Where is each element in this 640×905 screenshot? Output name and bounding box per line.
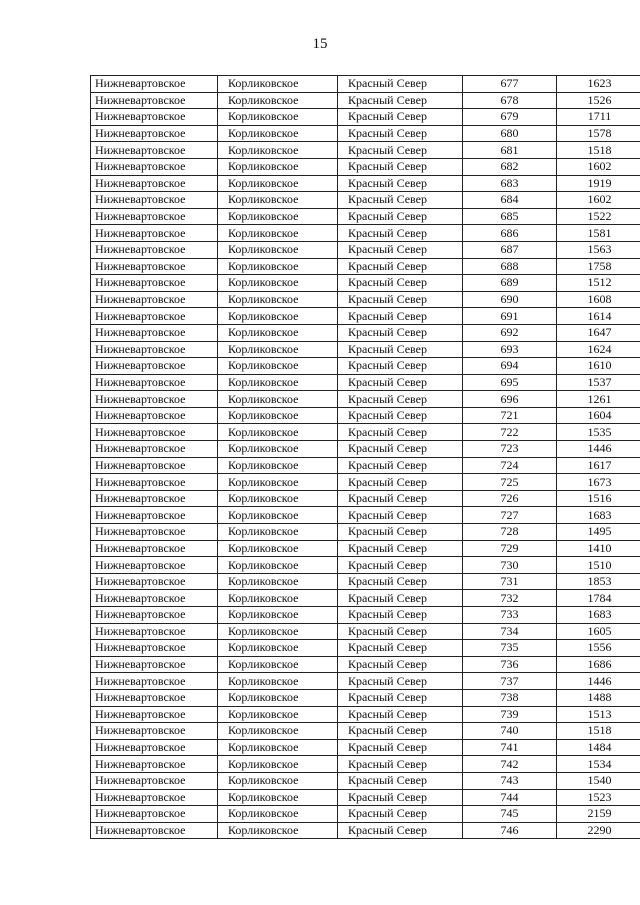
field-cell: Корликовское	[218, 756, 338, 773]
depth-cell: 1484	[557, 739, 640, 756]
district-cell: Нижневартовское	[91, 640, 218, 657]
district-cell: Нижневартовское	[91, 789, 218, 806]
owner-cell: Красный Север	[338, 524, 463, 541]
owner-cell: Красный Север	[338, 739, 463, 756]
field-cell: Корликовское	[218, 175, 338, 192]
field-cell: Корликовское	[218, 507, 338, 524]
field-cell: Корликовское	[218, 125, 338, 142]
district-cell: Нижневартовское	[91, 557, 218, 574]
field-cell: Корликовское	[218, 689, 338, 706]
owner-cell: Красный Север	[338, 441, 463, 458]
depth-cell: 1623	[557, 76, 640, 93]
depth-cell: 2159	[557, 806, 640, 823]
district-cell: Нижневартовское	[91, 424, 218, 441]
depth-cell: 1578	[557, 125, 640, 142]
field-cell: Корликовское	[218, 806, 338, 823]
district-cell: Нижневартовское	[91, 772, 218, 789]
well-number-cell: 680	[463, 125, 557, 142]
depth-cell: 1563	[557, 241, 640, 258]
field-cell: Корликовское	[218, 225, 338, 242]
well-number-cell: 729	[463, 540, 557, 557]
field-cell: Корликовское	[218, 158, 338, 175]
depth-cell: 1534	[557, 756, 640, 773]
district-cell: Нижневартовское	[91, 656, 218, 673]
table-row	[91, 258, 640, 275]
well-number-cell: 734	[463, 623, 557, 640]
district-cell: Нижневартовское	[91, 590, 218, 607]
owner-cell: Красный Север	[338, 640, 463, 657]
district-cell: Нижневартовское	[91, 358, 218, 375]
table-body	[91, 76, 640, 839]
depth-cell: 1647	[557, 324, 640, 341]
well-number-cell: 736	[463, 656, 557, 673]
table-row	[91, 806, 640, 823]
well-number-cell: 743	[463, 772, 557, 789]
depth-cell: 1608	[557, 291, 640, 308]
district-cell: Нижневартовское	[91, 806, 218, 823]
field-cell: Корликовское	[218, 391, 338, 408]
depth-cell: 1516	[557, 490, 640, 507]
district-cell: Нижневартовское	[91, 507, 218, 524]
table-row	[91, 673, 640, 690]
district-cell: Нижневартовское	[91, 474, 218, 491]
district-cell: Нижневартовское	[91, 673, 218, 690]
table-row	[91, 540, 640, 557]
district-cell: Нижневартовское	[91, 241, 218, 258]
table-row	[91, 640, 640, 657]
field-cell: Корликовское	[218, 358, 338, 375]
field-cell: Корликовское	[218, 723, 338, 740]
field-cell: Корликовское	[218, 640, 338, 657]
well-number-cell: 721	[463, 407, 557, 424]
owner-cell: Красный Север	[338, 208, 463, 225]
owner-cell: Красный Север	[338, 756, 463, 773]
owner-cell: Красный Север	[338, 109, 463, 126]
well-number-cell: 730	[463, 557, 557, 574]
owner-cell: Красный Север	[338, 607, 463, 624]
well-number-cell: 746	[463, 822, 557, 839]
owner-cell: Красный Север	[338, 275, 463, 292]
owner-cell: Красный Север	[338, 673, 463, 690]
field-cell: Корликовское	[218, 573, 338, 590]
table-row	[91, 142, 640, 159]
field-cell: Корликовское	[218, 192, 338, 209]
depth-cell: 1604	[557, 407, 640, 424]
district-cell: Нижневартовское	[91, 109, 218, 126]
table-row	[91, 324, 640, 341]
field-cell: Корликовское	[218, 739, 338, 756]
table-row	[91, 341, 640, 358]
well-number-cell: 691	[463, 308, 557, 325]
well-number-cell: 745	[463, 806, 557, 823]
district-cell: Нижневартовское	[91, 125, 218, 142]
table-row	[91, 308, 640, 325]
table-row	[91, 441, 640, 458]
depth-cell: 1446	[557, 441, 640, 458]
owner-cell: Красный Север	[338, 258, 463, 275]
owner-cell: Красный Север	[338, 474, 463, 491]
owner-cell: Красный Север	[338, 822, 463, 839]
owner-cell: Красный Север	[338, 590, 463, 607]
owner-cell: Красный Север	[338, 158, 463, 175]
field-cell: Корликовское	[218, 76, 338, 93]
depth-cell: 1683	[557, 507, 640, 524]
table-row	[91, 706, 640, 723]
owner-cell: Красный Север	[338, 772, 463, 789]
district-cell: Нижневартовское	[91, 441, 218, 458]
owner-cell: Красный Север	[338, 374, 463, 391]
field-cell: Корликовское	[218, 241, 338, 258]
well-number-cell: 740	[463, 723, 557, 740]
well-number-cell: 739	[463, 706, 557, 723]
district-cell: Нижневартовское	[91, 706, 218, 723]
depth-cell: 1581	[557, 225, 640, 242]
field-cell: Корликовское	[218, 457, 338, 474]
well-number-cell: 735	[463, 640, 557, 657]
depth-cell: 1602	[557, 192, 640, 209]
well-number-cell: 695	[463, 374, 557, 391]
depth-cell: 1758	[557, 258, 640, 275]
depth-cell: 2290	[557, 822, 640, 839]
field-cell: Корликовское	[218, 772, 338, 789]
table-row	[91, 772, 640, 789]
depth-cell: 1556	[557, 640, 640, 657]
well-number-cell: 694	[463, 358, 557, 375]
owner-cell: Красный Север	[338, 806, 463, 823]
depth-cell: 1510	[557, 557, 640, 574]
table-row	[91, 275, 640, 292]
district-cell: Нижневартовское	[91, 374, 218, 391]
well-number-cell: 689	[463, 275, 557, 292]
depth-cell: 1537	[557, 374, 640, 391]
well-number-cell: 686	[463, 225, 557, 242]
well-number-cell: 724	[463, 457, 557, 474]
district-cell: Нижневартовское	[91, 540, 218, 557]
well-number-cell: 682	[463, 158, 557, 175]
owner-cell: Красный Север	[338, 507, 463, 524]
district-cell: Нижневартовское	[91, 457, 218, 474]
table-row	[91, 457, 640, 474]
table-row	[91, 76, 640, 93]
table-row	[91, 125, 640, 142]
depth-cell: 1261	[557, 391, 640, 408]
district-cell: Нижневартовское	[91, 822, 218, 839]
depth-cell: 1624	[557, 341, 640, 358]
owner-cell: Красный Север	[338, 391, 463, 408]
depth-cell: 1540	[557, 772, 640, 789]
field-cell: Корликовское	[218, 607, 338, 624]
owner-cell: Красный Север	[338, 308, 463, 325]
well-number-cell: 681	[463, 142, 557, 159]
table-row	[91, 192, 640, 209]
district-cell: Нижневартовское	[91, 291, 218, 308]
district-cell: Нижневартовское	[91, 76, 218, 93]
table-row	[91, 490, 640, 507]
owner-cell: Красный Север	[338, 490, 463, 507]
well-number-cell: 690	[463, 291, 557, 308]
well-number-cell: 687	[463, 241, 557, 258]
well-number-cell: 684	[463, 192, 557, 209]
field-cell: Корликовское	[218, 291, 338, 308]
district-cell: Нижневартовское	[91, 623, 218, 640]
well-number-cell: 726	[463, 490, 557, 507]
field-cell: Корликовское	[218, 822, 338, 839]
field-cell: Корликовское	[218, 474, 338, 491]
district-cell: Нижневартовское	[91, 225, 218, 242]
well-number-cell: 732	[463, 590, 557, 607]
district-cell: Нижневартовское	[91, 324, 218, 341]
well-number-cell: 741	[463, 739, 557, 756]
well-number-cell: 677	[463, 76, 557, 93]
depth-cell: 1535	[557, 424, 640, 441]
depth-cell: 1919	[557, 175, 640, 192]
field-cell: Корликовское	[218, 656, 338, 673]
well-number-cell: 678	[463, 92, 557, 109]
district-cell: Нижневартовское	[91, 258, 218, 275]
table-row	[91, 241, 640, 258]
field-cell: Корликовское	[218, 324, 338, 341]
district-cell: Нижневартовское	[91, 275, 218, 292]
table-row	[91, 822, 640, 839]
depth-cell: 1410	[557, 540, 640, 557]
table-row	[91, 789, 640, 806]
owner-cell: Красный Север	[338, 407, 463, 424]
depth-cell: 1784	[557, 590, 640, 607]
district-cell: Нижневартовское	[91, 92, 218, 109]
table-row	[91, 109, 640, 126]
well-number-cell: 742	[463, 756, 557, 773]
well-number-cell: 679	[463, 109, 557, 126]
field-cell: Корликовское	[218, 524, 338, 541]
depth-cell: 1446	[557, 673, 640, 690]
depth-cell: 1617	[557, 457, 640, 474]
well-number-cell: 683	[463, 175, 557, 192]
well-number-cell: 733	[463, 607, 557, 624]
well-number-cell: 737	[463, 673, 557, 690]
well-number-cell: 738	[463, 689, 557, 706]
table-row	[91, 407, 640, 424]
district-cell: Нижневартовское	[91, 723, 218, 740]
page-number: 15	[312, 36, 328, 52]
well-number-cell: 725	[463, 474, 557, 491]
table-row	[91, 590, 640, 607]
owner-cell: Красный Север	[338, 324, 463, 341]
district-cell: Нижневартовское	[91, 756, 218, 773]
depth-cell: 1523	[557, 789, 640, 806]
depth-cell: 1518	[557, 723, 640, 740]
district-cell: Нижневартовское	[91, 175, 218, 192]
depth-cell: 1683	[557, 607, 640, 624]
district-cell: Нижневартовское	[91, 739, 218, 756]
field-cell: Корликовское	[218, 341, 338, 358]
owner-cell: Красный Север	[338, 92, 463, 109]
table-row	[91, 158, 640, 175]
well-number-cell: 731	[463, 573, 557, 590]
field-cell: Корликовское	[218, 623, 338, 640]
depth-cell: 1526	[557, 92, 640, 109]
district-cell: Нижневартовское	[91, 573, 218, 590]
table-row	[91, 723, 640, 740]
owner-cell: Красный Север	[338, 540, 463, 557]
well-number-cell: 728	[463, 524, 557, 541]
table-row	[91, 291, 640, 308]
well-number-cell: 692	[463, 324, 557, 341]
table-row	[91, 607, 640, 624]
owner-cell: Красный Север	[338, 723, 463, 740]
district-cell: Нижневартовское	[91, 341, 218, 358]
table-row	[91, 175, 640, 192]
district-cell: Нижневартовское	[91, 192, 218, 209]
table-row	[91, 374, 640, 391]
well-number-cell: 727	[463, 507, 557, 524]
well-number-cell: 723	[463, 441, 557, 458]
well-number-cell: 688	[463, 258, 557, 275]
field-cell: Корликовское	[218, 441, 338, 458]
depth-cell: 1673	[557, 474, 640, 491]
depth-cell: 1602	[557, 158, 640, 175]
owner-cell: Красный Север	[338, 291, 463, 308]
owner-cell: Красный Север	[338, 623, 463, 640]
table-row	[91, 92, 640, 109]
owner-cell: Красный Север	[338, 706, 463, 723]
well-number-cell: 722	[463, 424, 557, 441]
depth-cell: 1853	[557, 573, 640, 590]
district-cell: Нижневартовское	[91, 142, 218, 159]
owner-cell: Красный Север	[338, 175, 463, 192]
well-number-cell: 744	[463, 789, 557, 806]
field-cell: Корликовское	[218, 92, 338, 109]
depth-cell: 1610	[557, 358, 640, 375]
field-cell: Корликовское	[218, 706, 338, 723]
well-number-cell: 696	[463, 391, 557, 408]
field-cell: Корликовское	[218, 308, 338, 325]
table-row	[91, 391, 640, 408]
table-row	[91, 739, 640, 756]
district-cell: Нижневартовское	[91, 407, 218, 424]
district-cell: Нижневартовское	[91, 158, 218, 175]
field-cell: Корликовское	[218, 540, 338, 557]
district-cell: Нижневартовское	[91, 391, 218, 408]
owner-cell: Красный Север	[338, 789, 463, 806]
table-row	[91, 573, 640, 590]
table-row	[91, 358, 640, 375]
owner-cell: Красный Север	[338, 341, 463, 358]
owner-cell: Красный Север	[338, 358, 463, 375]
table-row	[91, 474, 640, 491]
depth-cell: 1686	[557, 656, 640, 673]
district-cell: Нижневартовское	[91, 208, 218, 225]
field-cell: Корликовское	[218, 142, 338, 159]
district-cell: Нижневартовское	[91, 308, 218, 325]
depth-cell: 1512	[557, 275, 640, 292]
owner-cell: Красный Север	[338, 557, 463, 574]
owner-cell: Красный Север	[338, 125, 463, 142]
table-row	[91, 623, 640, 640]
table-row	[91, 689, 640, 706]
well-number-cell: 693	[463, 341, 557, 358]
field-cell: Корликовское	[218, 557, 338, 574]
table-row	[91, 424, 640, 441]
table-row	[91, 557, 640, 574]
depth-cell: 1522	[557, 208, 640, 225]
owner-cell: Красный Север	[338, 142, 463, 159]
field-cell: Корликовское	[218, 590, 338, 607]
owner-cell: Красный Север	[338, 241, 463, 258]
depth-cell: 1711	[557, 109, 640, 126]
well-number-cell: 685	[463, 208, 557, 225]
depth-cell: 1513	[557, 706, 640, 723]
district-cell: Нижневартовское	[91, 689, 218, 706]
field-cell: Корликовское	[218, 424, 338, 441]
field-cell: Корликовское	[218, 407, 338, 424]
field-cell: Корликовское	[218, 374, 338, 391]
depth-cell: 1605	[557, 623, 640, 640]
data-table	[90, 75, 640, 839]
owner-cell: Красный Север	[338, 76, 463, 93]
field-cell: Корликовское	[218, 208, 338, 225]
depth-cell: 1614	[557, 308, 640, 325]
depth-cell: 1488	[557, 689, 640, 706]
table-row	[91, 524, 640, 541]
field-cell: Корликовское	[218, 109, 338, 126]
owner-cell: Красный Север	[338, 573, 463, 590]
field-cell: Корликовское	[218, 275, 338, 292]
owner-cell: Красный Север	[338, 424, 463, 441]
table-row	[91, 225, 640, 242]
table-row	[91, 208, 640, 225]
owner-cell: Красный Север	[338, 192, 463, 209]
owner-cell: Красный Север	[338, 457, 463, 474]
table-row	[91, 507, 640, 524]
district-cell: Нижневартовское	[91, 490, 218, 507]
table-row	[91, 656, 640, 673]
depth-cell: 1518	[557, 142, 640, 159]
field-cell: Корликовское	[218, 673, 338, 690]
field-cell: Корликовское	[218, 789, 338, 806]
district-cell: Нижневартовское	[91, 607, 218, 624]
owner-cell: Красный Север	[338, 689, 463, 706]
field-cell: Корликовское	[218, 258, 338, 275]
owner-cell: Красный Север	[338, 656, 463, 673]
depth-cell: 1495	[557, 524, 640, 541]
table-row	[91, 756, 640, 773]
field-cell: Корликовское	[218, 490, 338, 507]
owner-cell: Красный Север	[338, 225, 463, 242]
district-cell: Нижневартовское	[91, 524, 218, 541]
